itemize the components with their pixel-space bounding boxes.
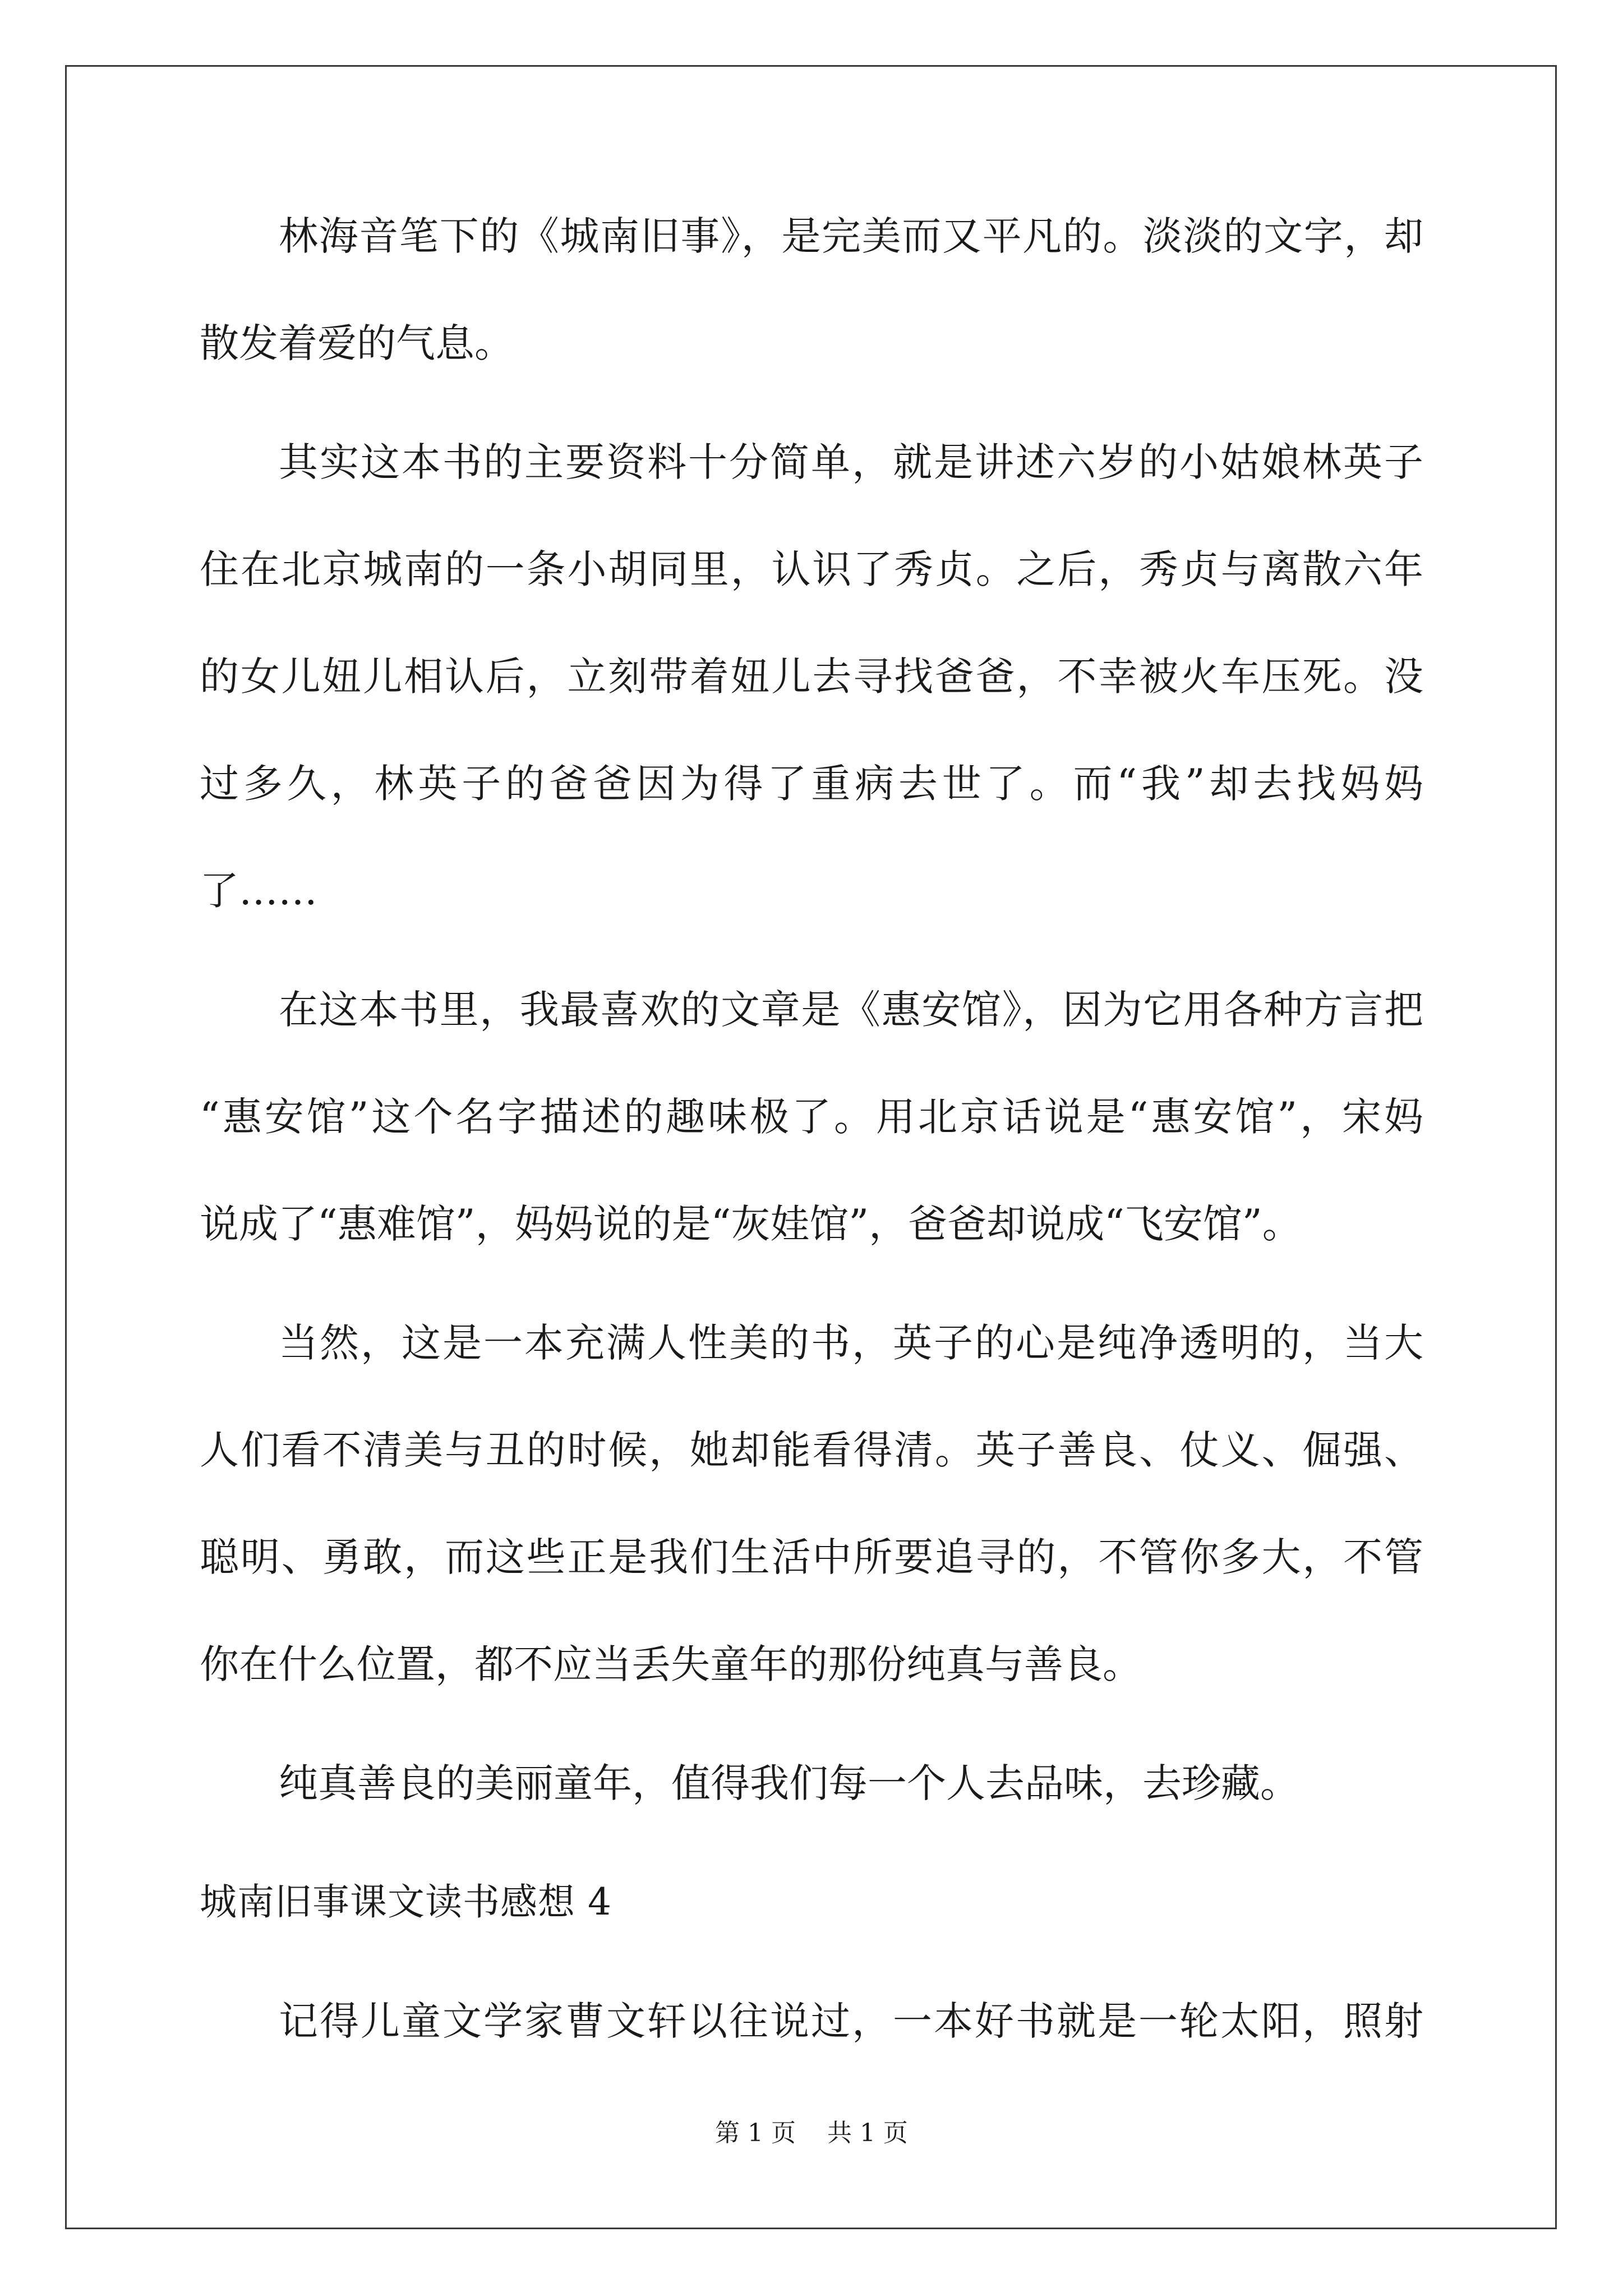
paragraph-intro — [200, 213, 1423, 431]
document-body — [200, 213, 1423, 2120]
text-line: 人们看不清美与丑的时候，她却能看得清。英子善良、仗义、倔强、 — [200, 1427, 1423, 1473]
text-line: 在这本书里，我最喜欢的文章是《惠安馆》，因为它用各种方言把 — [279, 987, 1423, 1033]
text-line: 过多久，林英子的爸爸因为得了重病去世了。而“我”却去找妈妈 — [200, 761, 1423, 807]
text-line: 聪明、勇敢，而这些正是我们生活中所要追寻的，不管你多大，不管 — [200, 1534, 1423, 1580]
text-line: 林海音笔下的《城南旧事》，是完美而又平凡的。淡淡的文字，却 — [279, 213, 1423, 259]
paragraph-next-essay — [200, 1998, 1423, 2109]
paragraph-favorite-chapter — [200, 987, 1423, 1312]
text-line: 纯真善良的美丽童年，值得我们每一个人去品味，去珍藏。 — [279, 1760, 1299, 1806]
page-number-footer: 第 1 页 共 1 页 — [715, 2119, 908, 2147]
paragraph-conclusion — [200, 1760, 1423, 1871]
text-line: 你在什么位置，都不应当丢失童年的那份纯真与善良。 — [200, 1641, 1142, 1687]
text-line: 住在北京城南的一条小胡同里，认识了秀贞。之后，秀贞与离散六年 — [200, 546, 1423, 592]
text-line: 散发着爱的气息。 — [200, 320, 514, 366]
section-heading: 城南旧事课文读书感想 4 — [200, 1880, 612, 1924]
text-line: 的女儿妞儿相认后，立刻带着妞儿去寻找爸爸，不幸被火车压死。没 — [200, 654, 1423, 700]
paragraph-humanity — [200, 1320, 1423, 1752]
text-line: “惠安馆”这个名字描述的趣味极了。用北京话说是“惠安馆”，宋妈 — [200, 1094, 1423, 1140]
text-line: 说成了“惠难馆”，妈妈说的是“灰娃馆”，爸爸却说成“飞安馆”。 — [200, 1201, 1302, 1247]
text-line: 当然，这是一本充满人性美的书，英子的心是纯净透明的，当大 — [279, 1320, 1423, 1366]
text-line: 记得儿童文学家曹文轩以往说过，一本好书就是一轮太阳，照射 — [279, 1998, 1423, 2044]
text-line: 了…… — [200, 868, 317, 914]
text-line: 其实这本书的主要资料十分简单，就是讲述六岁的小姑娘林英子 — [279, 439, 1423, 485]
paragraph-summary — [200, 439, 1423, 978]
